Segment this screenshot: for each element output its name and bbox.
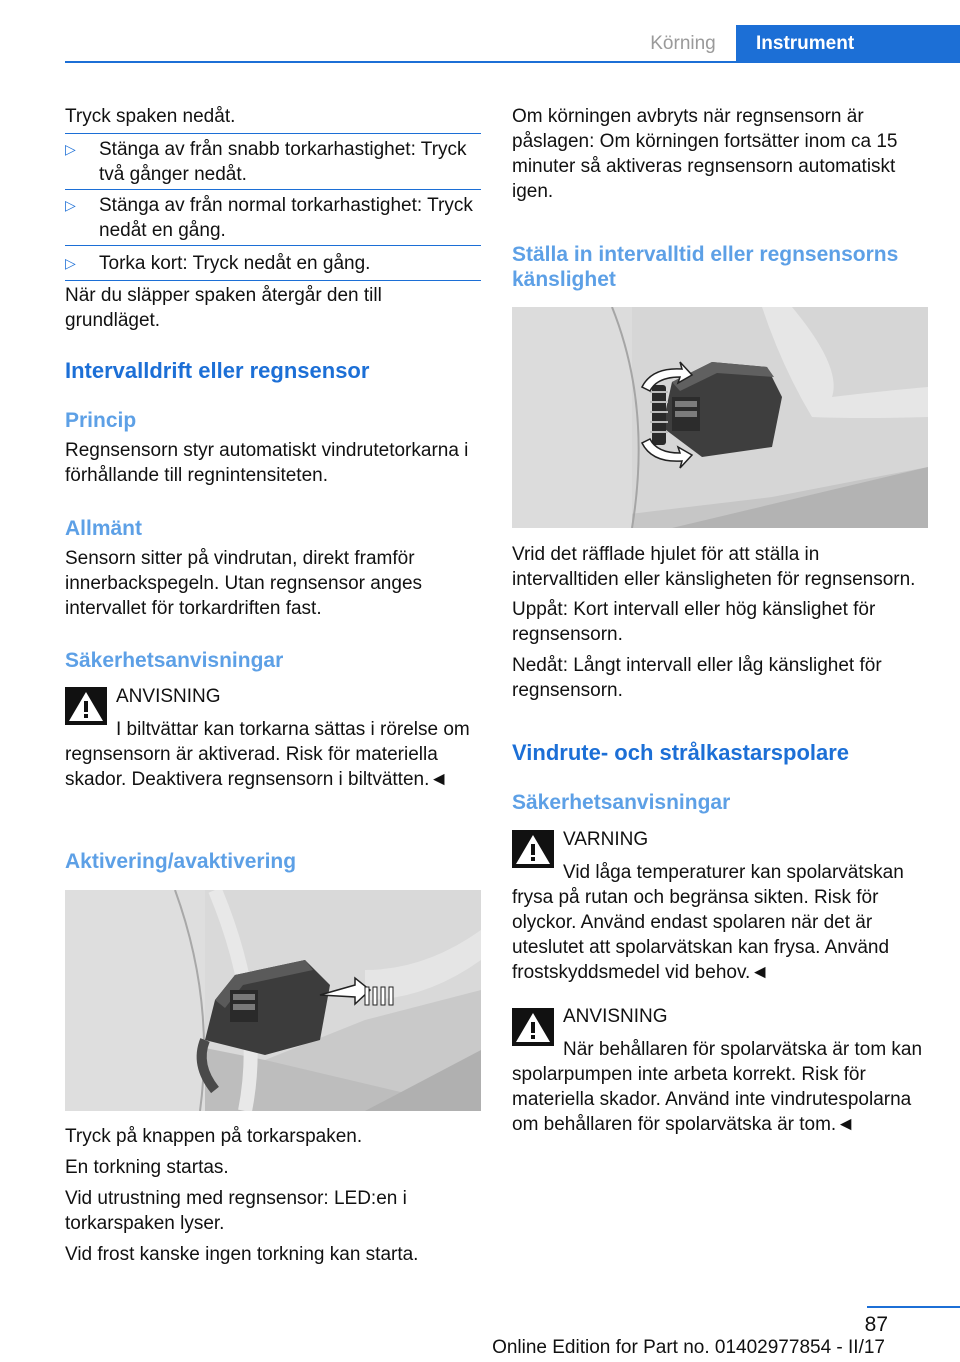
principle-text: Regnsensorn styr automatiskt vindrutetorkarna i förhållande till regnintensiteten. — [65, 440, 469, 486]
tab-korning: Körning — [650, 33, 716, 54]
adjust-text-3: Nedåt: Långt intervall eller låg känslighet för regnsensorn. — [512, 655, 882, 701]
after-image-2: En torkning startas. — [65, 1157, 229, 1178]
notice-box — [65, 684, 481, 792]
triangle-bullet-icon: ▷ — [65, 141, 76, 157]
notice-text: När behållaren för spolarvätska är tom kan spolarpumpen inte arbeta korrekt. Risk för materiella skador. Använd inte vindrutespolarna om behållaren för spolarvätska är tom.◄ — [512, 1039, 923, 1135]
warning-text: Vid låga temperaturer kan spolarvätskan frysa på rutan och begränsa sikten. Risk för olyckor. Använd endast spolaren när det är uteslutet att spolarvätskan kan frysa. Använd frostskyddsmedel vid behov.◄ — [512, 862, 904, 983]
notice-box — [512, 1004, 928, 1137]
page-number: 87 — [864, 1313, 888, 1336]
warning-box — [512, 827, 928, 985]
bullet-separator — [65, 245, 481, 246]
adjust-text-1: Vrid det räfflade hjulet för att ställa in intervalltiden eller känsligheten för regnsensorn. — [512, 544, 916, 590]
after-image-3: Vid utrustning med regnsensor: LED:en i torkarspaken lyser. — [65, 1188, 407, 1234]
heading-adjust: Ställa in intervalltid eller regnsensorns känslighet — [512, 243, 899, 291]
triangle-bullet-icon: ▷ — [65, 255, 76, 271]
intro-text: Tryck spaken nedåt. — [65, 106, 236, 127]
after-image-1: Tryck på knappen på torkarspaken. — [65, 1126, 363, 1147]
heading-safety: Säkerhetsanvisningar — [65, 649, 284, 672]
notice-label: ANVISNING — [116, 686, 221, 707]
header-rule — [65, 61, 960, 63]
warning-label: VARNING — [563, 829, 649, 850]
adjust-text-2: Uppåt: Kort intervall eller hög känslighet för regnsensorn. — [512, 599, 876, 645]
heading-activation: Aktivering/avaktivering — [65, 850, 297, 873]
bullet-separator — [65, 133, 481, 134]
heading-principle: Princip — [65, 409, 137, 432]
heading-washer: Vindrute- och strålkastarspolare — [512, 740, 850, 765]
triangle-bullet-icon: ▷ — [65, 197, 76, 213]
interval-wheel-image — [512, 307, 928, 528]
notice-text: I biltvättar kan torkarna sättas i rörelse om regnsensorn är aktiverad. Risk för materiella skador. Deaktivera regnsensorn i biltvätten.◄ — [65, 719, 470, 790]
notice-label: ANVISNING — [563, 1006, 668, 1027]
wiper-button-image — [65, 890, 481, 1111]
bullet-separator — [65, 189, 481, 190]
heading-safety-right: Säkerhetsanvisningar — [512, 791, 731, 814]
heading-general: Allmänt — [65, 517, 143, 540]
edition-footer: Online Edition for Part no. 01402977854 - II/17 — [492, 1337, 885, 1358]
right-intro-text: Om körningen avbryts när regnsensorn är påslagen: Om körningen fortsätter inom ca 15 minuter så aktiveras regnsensorn automatiskt igen. — [512, 106, 898, 202]
heading-interval: Intervalldrift eller regnsensor — [65, 358, 370, 383]
general-text: Sensorn sitter på vindrutan, direkt framför innerbackspegeln. Utan regnsensor anges intervallet för torkardriften fast. — [65, 548, 423, 619]
after-image-4: Vid frost kanske ingen torkning kan starta. — [65, 1244, 419, 1265]
tab-instrument: Instrument — [736, 25, 960, 62]
release-text: När du släpper spaken återgår den till grundläget. — [65, 285, 382, 331]
footer-rule — [867, 1306, 960, 1308]
bullet-separator — [65, 280, 481, 281]
